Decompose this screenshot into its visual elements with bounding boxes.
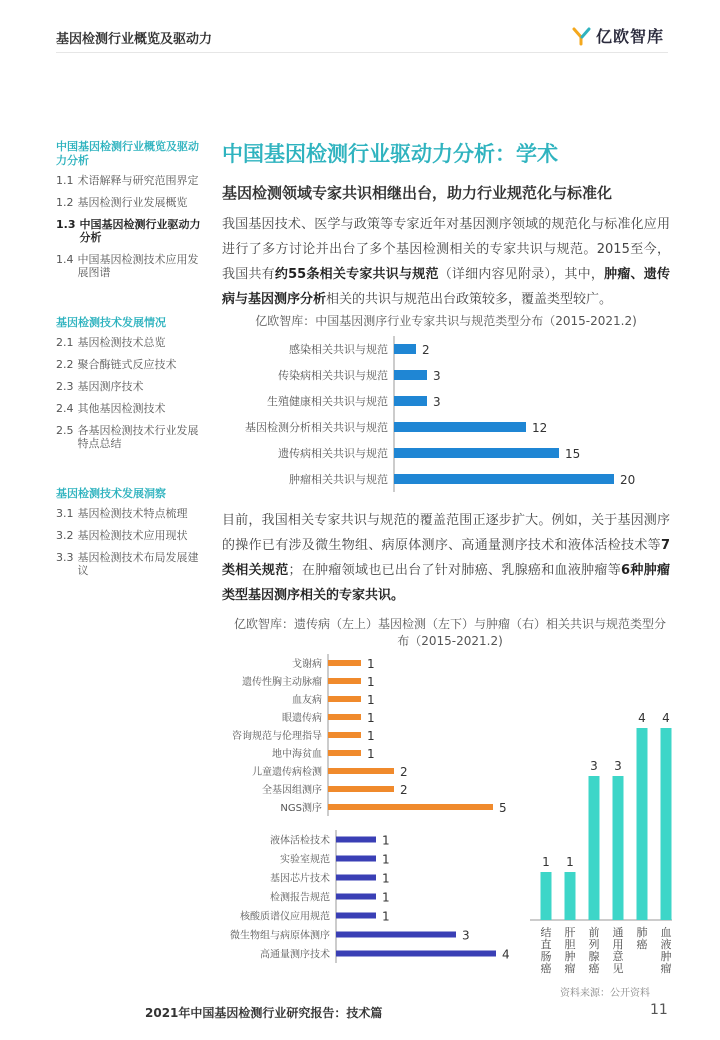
para-bold: 6种肿瘤类型基因测序相关的专家共识。: [222, 563, 670, 603]
toc-item[interactable]: [56, 424, 206, 450]
logo: [572, 24, 664, 47]
para-bold: 肿瘤、遗传病与基因测序分析: [222, 267, 670, 307]
toc-item[interactable]: [56, 253, 206, 279]
bar: [336, 894, 376, 900]
category-label: 通用意见: [612, 926, 624, 975]
category-label: 基因检测分析相关共识与规范: [245, 421, 388, 434]
para-text: 相关的共识与规范出台政策较多，覆盖类型较广。: [326, 292, 613, 307]
value-label: 1: [566, 855, 574, 869]
bar: [565, 872, 576, 920]
toc-item-number: 2.4: [56, 402, 74, 415]
category-label: 肺癌: [636, 926, 648, 951]
value-label: 4: [638, 711, 646, 725]
chart-consensus-types: [222, 336, 670, 498]
para-bold: 约55条相关专家共识与规范: [274, 267, 439, 282]
bar: [328, 732, 361, 738]
category-label: 儿童遗传病检测: [252, 767, 322, 778]
toc-item[interactable]: [56, 336, 206, 349]
value-label: 1: [382, 833, 390, 848]
para-bold: 7类相关规范: [222, 538, 670, 578]
category-label: 前列腺癌: [588, 926, 600, 975]
bar: [328, 696, 361, 702]
toc-item[interactable]: [56, 507, 206, 520]
toc-item-label: 中国基因检测技术应用发展图谱: [77, 253, 199, 279]
toc-item-number: 1.2: [56, 196, 74, 209]
toc-item[interactable]: [56, 174, 206, 187]
value-label: 2: [422, 343, 430, 357]
value-label: 3: [433, 395, 441, 409]
chart-caption-2: 亿欧智库：遗传病（左上）基因检测（左下）与肿瘤（右）相关共识与规范类型分布（2015-2021.2): [233, 617, 666, 648]
category-label: 咨询规范与伦理指导: [232, 731, 322, 742]
value-label: 1: [367, 693, 375, 707]
toc-item-number: 1.3: [56, 218, 76, 231]
toc-item[interactable]: [56, 402, 206, 415]
bar: [394, 422, 526, 432]
section-subtitle: 基因检测领域专家共识相继出台，助力行业规范化与标准化: [222, 184, 613, 202]
bar: [613, 776, 624, 920]
category-label: 生殖健康相关共识与规范: [267, 395, 388, 408]
category-label: NGS测序: [280, 803, 322, 814]
toc-item-label: 各基因检测技术行业发展特点总结: [77, 424, 199, 450]
category-label: 检测报告规范: [270, 892, 330, 904]
value-label: 4: [662, 711, 670, 725]
toc-item-number: 2.3: [56, 380, 74, 393]
value-label: 15: [565, 447, 581, 461]
value-label: 1: [367, 657, 375, 671]
bar: [336, 913, 376, 919]
header-divider: [56, 52, 668, 53]
toc-item[interactable]: [56, 196, 206, 209]
bar: [541, 872, 552, 920]
category-label: 遗传病相关共识与规范: [278, 447, 388, 460]
logo-icon: [572, 26, 592, 46]
bar: [637, 728, 648, 920]
toc-item-label: 基因检测行业发展概览: [77, 196, 188, 209]
value-label: 3: [590, 759, 598, 773]
toc-item-number: 3.1: [56, 507, 74, 520]
bar: [328, 804, 493, 810]
toc-item-label: 基因检测技术特点梳理: [77, 507, 188, 520]
chart-caption-1: 亿欧智库：中国基因测序行业专家共识与规范类型分布（2015-2021.2): [255, 314, 637, 328]
toc-item-label: 基因检测技术总览: [77, 336, 166, 349]
bar: [394, 396, 427, 406]
value-label: 20: [620, 473, 636, 487]
value-label: 2: [400, 765, 408, 779]
value-label: 12: [532, 421, 548, 435]
bar: [328, 786, 394, 792]
category-label: 液体活检技术: [270, 835, 330, 847]
bar: [394, 344, 416, 354]
toc-item-number: 3.2: [56, 529, 74, 542]
toc-item-number: 2.5: [56, 424, 74, 437]
toc-item-label: 基因检测技术应用现状: [77, 529, 188, 542]
toc-item-label: 聚合酶链式反应技术: [77, 358, 177, 371]
value-label: 1: [382, 890, 390, 905]
value-label: 5: [499, 801, 507, 815]
category-label: 基因芯片技术: [270, 873, 330, 885]
value-label: 3: [462, 928, 470, 943]
value-label: 2: [400, 783, 408, 797]
category-label: 核酸质谱仪应用规范: [240, 911, 330, 923]
toc-item-number: 3.3: [56, 551, 74, 564]
value-label: 1: [382, 852, 390, 867]
value-label: 1: [382, 871, 390, 886]
paragraph-1: [222, 212, 670, 312]
value-label: 1: [367, 729, 375, 743]
bar: [328, 714, 361, 720]
bar: [336, 856, 376, 862]
bar: [328, 678, 361, 684]
header-title: 基因检测行业概览及驱动力: [56, 32, 213, 47]
bar: [394, 448, 559, 458]
value-label: 1: [542, 855, 550, 869]
bar: [328, 660, 361, 666]
bar: [336, 951, 496, 957]
category-label: 结直肠癌: [540, 926, 552, 975]
toc-item[interactable]: [56, 551, 206, 577]
category-label: 实验室规范: [280, 854, 330, 866]
toc-item-number: 2.2: [56, 358, 74, 371]
category-label: 肝胆肿瘤: [564, 926, 576, 975]
value-label: 1: [367, 675, 375, 689]
toc-item-number: 1.4: [56, 253, 74, 266]
chart-tumor: [526, 644, 676, 978]
value-label: 1: [367, 711, 375, 725]
toc-item[interactable]: [56, 380, 206, 393]
bar: [394, 370, 427, 380]
chart-gene-testing: [200, 830, 520, 970]
toc-section-title[interactable]: 基因检测技术发展情况: [56, 316, 166, 329]
toc-item-label: 术语解释与研究范围界定: [77, 174, 199, 187]
toc-item-label: 基因测序技术: [77, 380, 144, 393]
toc-item[interactable]: [56, 358, 206, 371]
category-label: 眼遗传病: [282, 713, 322, 724]
category-label: 地中海贫血: [272, 749, 322, 760]
category-label: 传染病相关共识与规范: [278, 369, 388, 382]
bar: [336, 932, 456, 938]
toc-item-label: 基因检测技术布局发展建议: [77, 551, 199, 577]
paragraph-2: [222, 508, 670, 608]
bar: [661, 728, 672, 920]
value-label: 1: [382, 909, 390, 924]
category-label: 血液肿瘤: [660, 926, 672, 975]
para-text: （详细内容见附录），其中，: [438, 267, 605, 282]
value-label: 4: [502, 947, 510, 962]
bar: [336, 837, 376, 843]
category-label: 血友病: [292, 695, 322, 706]
category-label: 感染相关共识与规范: [289, 343, 388, 356]
toc-item-number: 2.1: [56, 336, 74, 349]
footer-title: 2021年中国基因检测行业研究报告：技术篇: [145, 1006, 383, 1020]
bar: [336, 875, 376, 881]
bar: [328, 750, 361, 756]
sidebar-toc: [56, 140, 206, 586]
toc-item-label: 其他基因检测技术: [77, 402, 166, 415]
para-text: 我国基因技术、医学与政策等专家近年对基因测序领域的规范化与标准化应用进行了多方讨论并出台了多个基因检测相关的专家共识与规范。2015至今，我国共有: [222, 217, 670, 282]
logo-text: 亿欧智库: [595, 27, 664, 46]
bar: [394, 474, 614, 484]
value-label: 3: [614, 759, 622, 773]
page-title: 中国基因检测行业驱动力分析：学术: [222, 142, 558, 166]
toc-item-number: 1.1: [56, 174, 74, 187]
para-text: ；在肿瘤领域也已出台了针对肺癌、乳腺癌和血液肿瘤等: [288, 563, 622, 578]
page-number: 11: [650, 1002, 668, 1018]
category-label: 全基因组测序: [262, 785, 322, 796]
toc-section-title[interactable]: 中国基因检测行业概览及驱动力分析: [56, 140, 199, 167]
category-label: 戈谢病: [292, 659, 322, 670]
source-note: 资料来源：公开资料: [560, 988, 650, 999]
chart-genetic-disease: [200, 654, 520, 826]
value-label: 1: [367, 747, 375, 761]
bar: [589, 776, 600, 920]
toc-item[interactable]: [56, 529, 206, 542]
para-text: 目前，我国相关专家共识与规范的覆盖范围正逐步扩大。例如，关于基因测序的操作已有涉及微生物组、病原体测序、高通量测序技术和液体活检技术等: [222, 513, 670, 553]
value-label: 3: [433, 369, 441, 383]
category-label: 高通量测序技术: [260, 949, 330, 961]
bar: [328, 768, 394, 774]
toc-item-label: 中国基因检测行业驱动力分析: [79, 218, 201, 244]
category-label: 肿瘤相关共识与规范: [289, 473, 388, 486]
toc-section-title[interactable]: 基因检测技术发展洞察: [56, 487, 166, 500]
category-label: 遗传性胸主动脉瘤: [242, 677, 322, 688]
toc-item-active[interactable]: [56, 218, 206, 244]
category-label: 微生物组与病原体测序: [230, 930, 330, 942]
